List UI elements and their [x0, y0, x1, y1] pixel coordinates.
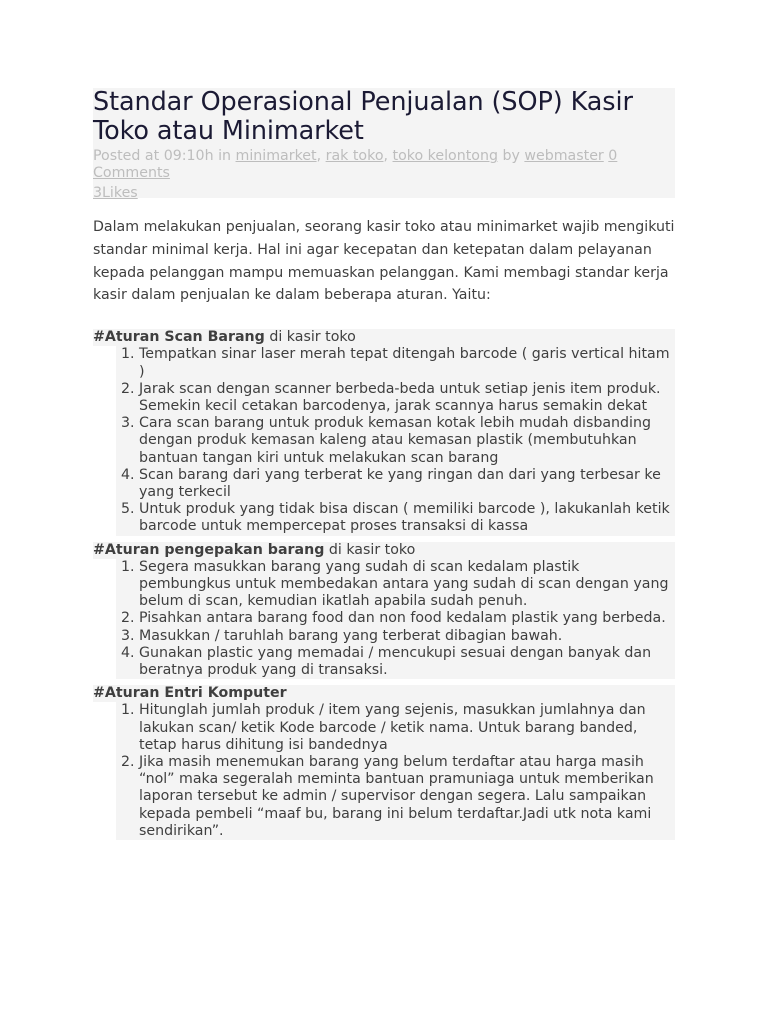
section-heading: [93, 329, 675, 346]
list-item: 2. Jika masih menemukan barang yang belum terdaftar atau harga masih “nol” maka segeralah meminta bantuan pramuniaga untuk memberikan laporan tersebut ke admin / supervisor dengan segera. Lalu sampaikan kepada pembeli “maaf bu, barang ini belum terdaftar.Jadi utk nota kami sendirikan”.: [139, 754, 675, 840]
ordered-list: [116, 559, 675, 679]
posted-at-text: Posted at 09:10h in: [93, 148, 236, 164]
section-heading: [93, 542, 675, 559]
section-entri-komputer: [93, 685, 675, 840]
likes-link[interactable]: 3Likes: [93, 185, 138, 201]
by-text: by: [497, 148, 525, 164]
article-title: Standar Operasional Penjualan (SOP) Kasir Toko atau Minimarket: [93, 87, 633, 146]
list-item: 4. Gunakan plastic yang memadai / mencukupi sesuai dengan banyak dan beratnya produk yang di transaksi.: [139, 645, 675, 679]
list-item: 2. Jarak scan dengan scanner berbeda-beda untuk setiap jenis item produk. Semekin kecil cetakan barcodenya, jarak scannya harus semakin dekat: [139, 381, 675, 415]
author-link[interactable]: webmaster: [524, 148, 604, 164]
comments-link[interactable]: 0 Comments: [93, 148, 618, 181]
section-heading-bold: #Aturan Scan Barang: [93, 329, 265, 346]
post-meta: Posted at 09:10h in minimarket, rak toko, toko kelontong by webmaster 0 Comments: [93, 148, 618, 181]
ordered-list: [116, 346, 675, 535]
section-heading-bold: #Aturan pengepakan barang: [93, 541, 325, 558]
article: [93, 88, 675, 840]
section-heading-rest: di kasir toko: [324, 541, 416, 558]
section-scan-barang: [93, 329, 675, 535]
intro-paragraph: Dalam melakukan penjualan, seorang kasir toko atau minimarket wajib mengikuti standar minimal kerja. Hal ini agar kecepatan dan ketepatan dalam pelayanan kepada pelanggan mampu memuaskan pelanggan. Kami membagi standar kerja kasir dalam penjualan ke dalam beberapa aturan. Yaitu:: [93, 219, 675, 304]
category-link-rak-toko[interactable]: rak toko: [325, 148, 384, 164]
list-item: 3. Masukkan / taruhlah barang yang terberat dibagian bawah.: [139, 628, 675, 645]
list-item: 5. Untuk produk yang tidak bisa discan ( memiliki barcode ), lakukanlah ketik barcode untuk mempercepat proses transaksi di kassa: [139, 501, 675, 535]
list-item: 2. Pisahkan antara barang food dan non food kedalam plastik yang berbeda.: [139, 610, 675, 627]
list-item: 3. Cara scan barang untuk produk kemasan kotak lebih mudah disbanding dengan produk kemasan kaleng atau kemasan plastik (membutuhkan bantuan tangan kiri untuk melakukan scan barang: [139, 415, 675, 467]
category-link-toko-kelontong[interactable]: toko kelontong: [392, 148, 498, 164]
section-pengepakan-barang: [93, 542, 675, 680]
section-heading-bold: #Aturan Entri Komputer: [93, 685, 287, 702]
list-item: 1. Tempatkan sinar laser merah tepat ditengah barcode ( garis vertical hitam ): [139, 346, 675, 380]
list-item: 4. Scan barang dari yang terberat ke yang ringan dan dari yang terbesar ke yang terkecil: [139, 467, 675, 501]
list-item: 1. Hitunglah jumlah produk / item yang sejenis, masukkan jumlahnya dan lakukan scan/ ketik Kode barcode / ketik nama. Untuk barang banded, tetap harus dihitung isi bandednya: [139, 702, 675, 754]
ordered-list: [116, 702, 675, 840]
section-heading: [93, 685, 675, 702]
category-link-minimarket[interactable]: minimarket: [235, 148, 317, 164]
article-header: [93, 88, 675, 202]
section-heading-rest: di kasir toko: [264, 329, 356, 346]
list-item: 1. Segera masukkan barang yang sudah di scan kedalam plastik pembungkus untuk membedakan antara yang sudah di scan dengan yang belum di scan, kemudian ikatlah apabila sudah penuh.: [139, 559, 675, 611]
